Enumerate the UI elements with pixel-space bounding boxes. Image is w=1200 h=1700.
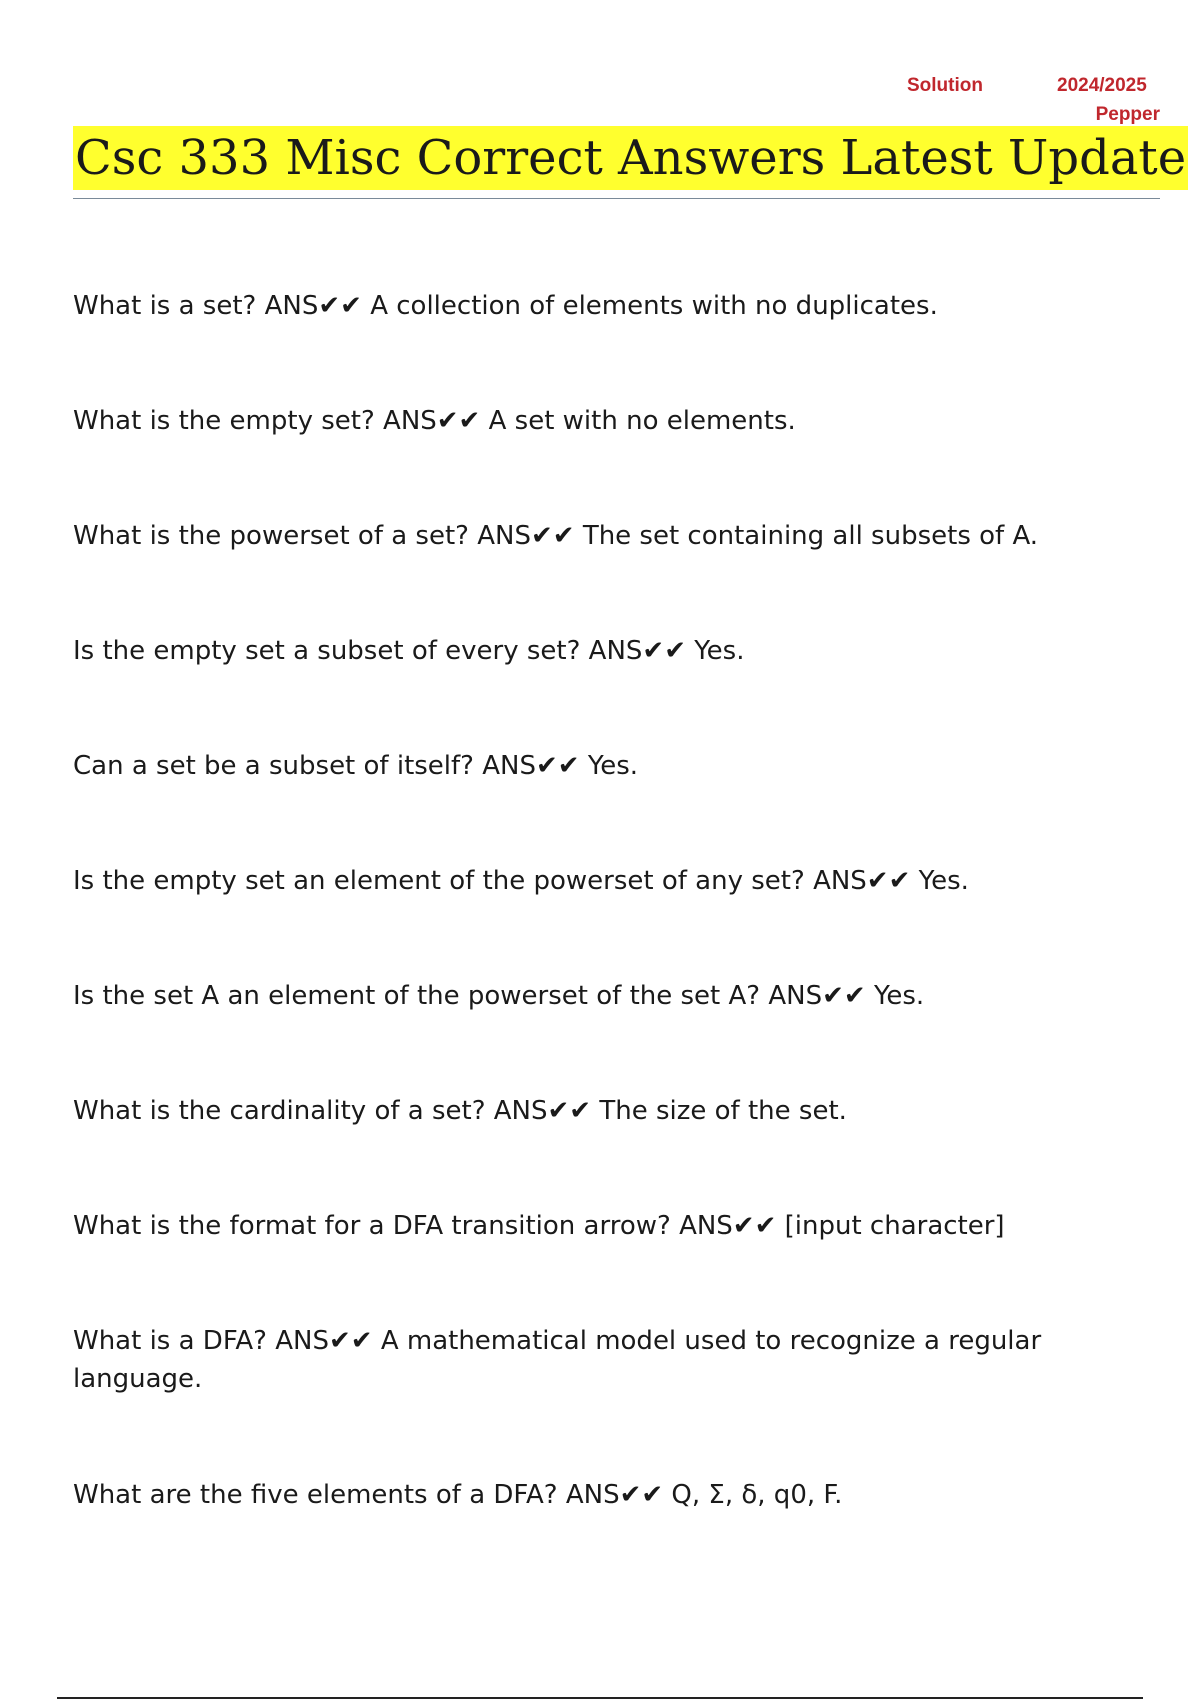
year-label: 2024/2025 <box>1057 75 1147 96</box>
answer-text: A set with no elements. <box>488 406 796 436</box>
answer-marker: ANS✔✔ <box>768 981 866 1011</box>
author-label: Pepper <box>1095 104 1160 125</box>
answer-marker: ANS✔✔ <box>477 521 575 551</box>
qa-item <box>73 1476 1153 1514</box>
answer-marker: ANS✔✔ <box>565 1480 664 1510</box>
qa-item <box>73 1092 1153 1130</box>
question-text: What is the format for a DFA transition arrow? <box>73 1211 671 1241</box>
qa-item <box>73 517 1153 555</box>
answer-marker: ANS✔✔ <box>679 1211 777 1241</box>
answer-text: Yes. <box>918 866 969 896</box>
qa-item <box>73 1322 1153 1398</box>
qa-item <box>73 287 1153 325</box>
answer-text: Yes. <box>694 636 745 666</box>
document-header-meta <box>0 74 1200 134</box>
answer-marker: ANS✔✔ <box>588 636 686 666</box>
question-text: Can a set be a subset of itself? <box>73 751 474 781</box>
question-text: What is a set? <box>73 291 257 321</box>
solution-label: Solution <box>907 75 983 96</box>
answer-text: Q, Σ, δ, q0, F. <box>671 1480 843 1510</box>
qa-item <box>73 862 1153 900</box>
question-text: What is the powerset of a set? <box>73 521 469 551</box>
question-text: Is the empty set a subset of every set? <box>73 636 581 666</box>
answer-marker: ANS✔✔ <box>275 1326 373 1356</box>
answer-marker: ANS✔✔ <box>383 406 481 436</box>
qa-item <box>73 977 1153 1015</box>
answer-text: A collection of elements with no duplicates. <box>370 291 938 321</box>
answer-marker: ANS✔✔ <box>493 1096 592 1126</box>
answer-marker: ANS✔✔ <box>264 291 362 321</box>
answer-marker: ANS✔✔ <box>813 866 911 896</box>
question-text: What are the five elements of a DFA? <box>73 1480 558 1510</box>
title-block <box>73 126 1187 199</box>
qa-item <box>73 1207 1153 1245</box>
answer-text: [input character] <box>784 1211 1005 1241</box>
answer-text: Yes. <box>873 981 925 1011</box>
answer-marker: ANS✔✔ <box>482 751 580 781</box>
answer-text: The size of the set. <box>599 1096 847 1126</box>
answer-text: Yes. <box>587 751 639 781</box>
qa-list <box>73 287 1153 1591</box>
question-text: Is the set A an element of the powerset of the set A? <box>73 981 761 1011</box>
qa-item <box>73 402 1153 440</box>
question-text: What is the cardinality of a set? <box>73 1096 486 1126</box>
footer-divider <box>57 1697 1143 1699</box>
question-text: What is a DFA? <box>73 1326 267 1356</box>
question-text: Is the empty set an element of the powerset of any set? <box>73 866 805 896</box>
document-title: Csc 333 Misc Correct Answers Latest Update <box>73 126 1188 190</box>
answer-text: A mathematical model used to recognize a regular language. <box>73 1326 1042 1394</box>
qa-item <box>73 632 1153 670</box>
question-text: What is the empty set? <box>73 406 375 436</box>
qa-item <box>73 747 1153 785</box>
answer-text: The set containing all subsets of A. <box>582 521 1039 551</box>
